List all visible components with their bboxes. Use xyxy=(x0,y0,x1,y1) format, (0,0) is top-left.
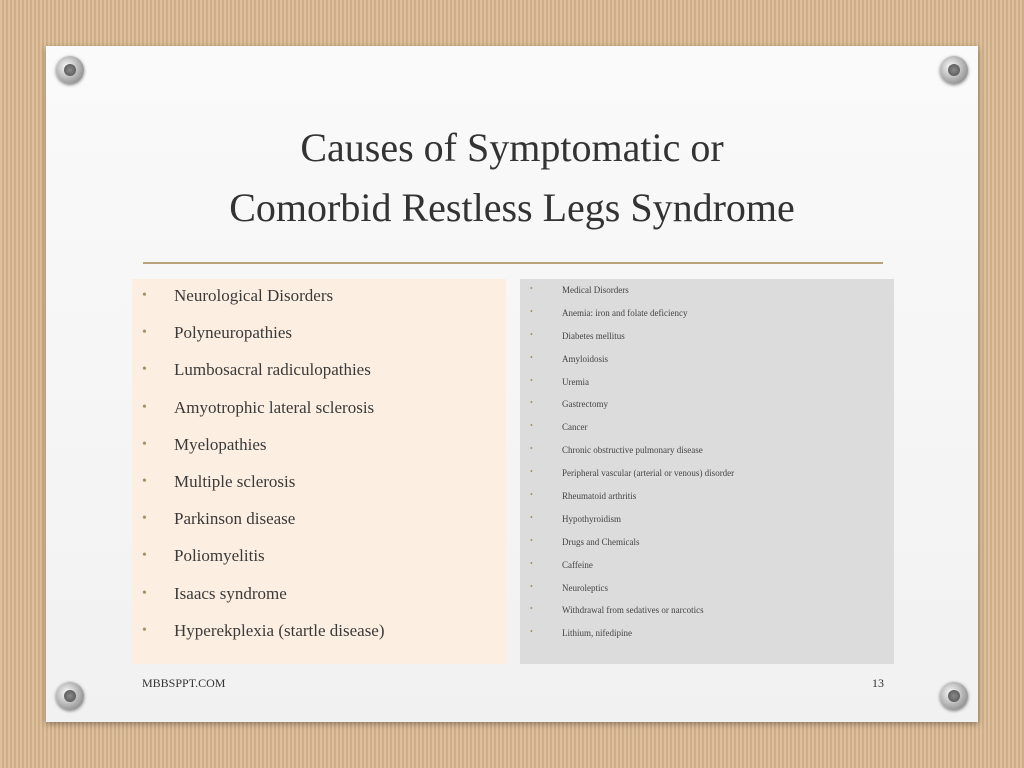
bullet-icon: • xyxy=(530,558,533,568)
medical-disorders-list xyxy=(530,283,734,649)
list-item: • Anemia: iron and folate deficiency xyxy=(530,306,688,318)
bullet-icon: • xyxy=(530,627,533,637)
title-line-1: Causes of Symptomatic or xyxy=(300,125,724,170)
list-item: • Parkinson disease xyxy=(142,507,385,544)
list-item: • Hyperekplexia (startle disease) xyxy=(142,619,385,656)
list-item: • Lithium, nifedipine xyxy=(530,627,632,639)
bullet-icon: • xyxy=(530,284,533,293)
bullet-icon: • xyxy=(530,306,533,316)
list-item: • Medical Disorders xyxy=(530,284,629,295)
bullet-icon: • xyxy=(142,548,147,564)
list-item: • Drugs and Chemicals xyxy=(530,535,640,547)
bullet-icon: • xyxy=(142,436,147,452)
bullet-icon: • xyxy=(142,288,147,303)
list-item: • Myelopathies xyxy=(142,433,385,470)
bullet-icon: • xyxy=(530,604,533,614)
neurological-disorders-list xyxy=(142,284,385,656)
list-item: • Lumbosacral radiculopathies xyxy=(142,358,385,395)
list-item: • Neurological Disorders xyxy=(142,284,385,321)
bullet-icon: • xyxy=(142,399,147,415)
bullet-icon: • xyxy=(530,444,533,454)
screw-bottom-left-icon xyxy=(56,682,84,710)
bullet-icon: • xyxy=(530,352,533,362)
bullet-icon: • xyxy=(530,467,533,477)
list-item: • Peripheral vascular (arterial or venous) disorder xyxy=(530,467,735,479)
screw-bottom-right-icon xyxy=(940,682,968,710)
list-item: • Hypothyroidism xyxy=(530,512,622,524)
bullet-icon: • xyxy=(530,329,533,339)
bullet-icon: • xyxy=(530,535,533,545)
list-item: • Uremia xyxy=(530,375,589,387)
list-item: • Polyneuropathies xyxy=(142,321,385,358)
list-item: • Caffeine xyxy=(530,558,593,570)
title-divider xyxy=(143,262,883,264)
page-number: 13 xyxy=(872,676,884,690)
bullet-icon: • xyxy=(530,375,533,385)
title-line-2: Comorbid Restless Legs Syndrome xyxy=(229,185,795,230)
list-item: • Amyotrophic lateral sclerosis xyxy=(142,396,385,433)
screw-top-left-icon xyxy=(56,56,84,84)
list-item: • Withdrawal from sedatives or narcotics xyxy=(530,604,704,616)
bullet-icon: • xyxy=(142,473,147,489)
bullet-icon: • xyxy=(530,490,533,500)
bullet-icon: • xyxy=(142,622,147,638)
list-item: • Neuroleptics xyxy=(530,581,608,593)
bullet-icon: • xyxy=(142,325,147,341)
bullet-icon: • xyxy=(530,512,533,522)
list-item: • Gastrectomy xyxy=(530,398,608,410)
list-item: • Diabetes mellitus xyxy=(530,329,625,341)
bullet-icon: • xyxy=(530,581,533,591)
list-item: • Multiple sclerosis xyxy=(142,470,385,507)
slide-title xyxy=(96,118,928,238)
bullet-icon: • xyxy=(142,362,147,378)
footer-site: MBBSPPT.COM xyxy=(142,676,226,690)
bullet-icon: • xyxy=(530,421,533,431)
bullet-icon: • xyxy=(142,511,147,527)
list-item: • Rheumatoid arthritis xyxy=(530,490,637,502)
screw-top-right-icon xyxy=(940,56,968,84)
list-item: • Chronic obstructive pulmonary disease xyxy=(530,444,703,456)
bullet-icon: • xyxy=(530,398,533,408)
list-item: • Cancer xyxy=(530,421,588,433)
bullet-icon: • xyxy=(142,585,147,601)
list-item: • Poliomyelitis xyxy=(142,544,385,581)
list-item: • Isaacs syndrome xyxy=(142,582,385,619)
list-item: • Amyloidosis xyxy=(530,352,609,364)
